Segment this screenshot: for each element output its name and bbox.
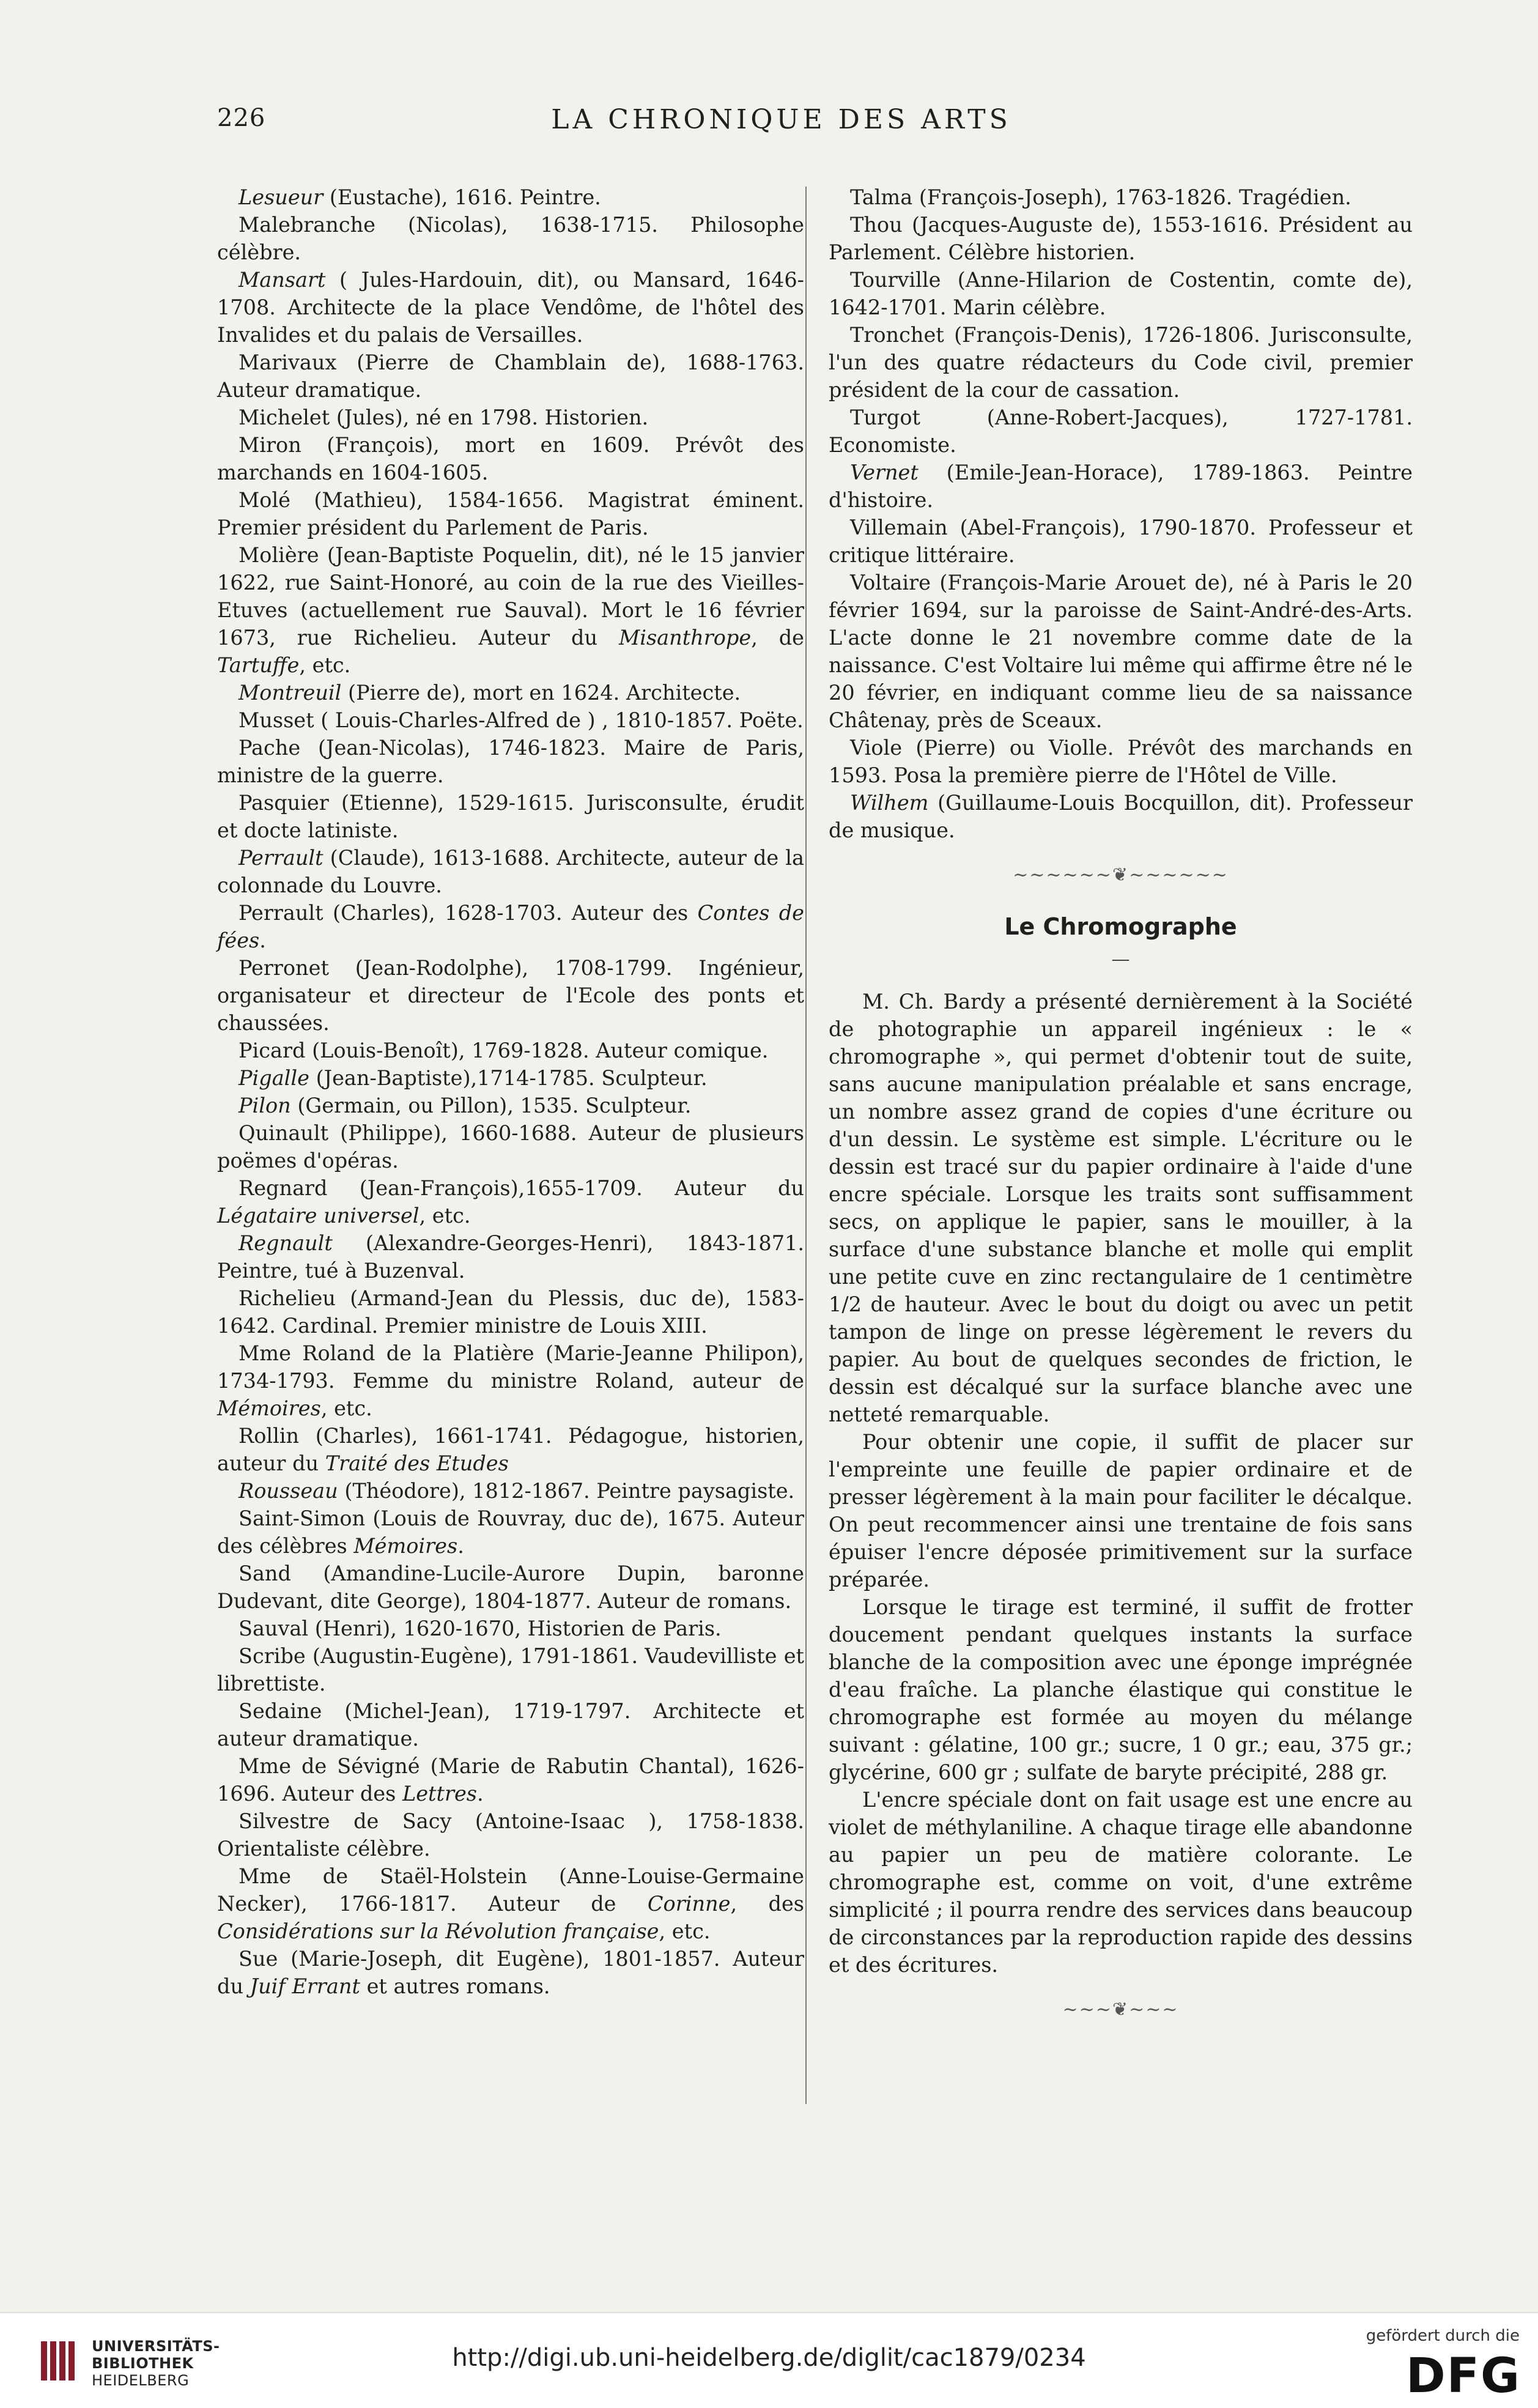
- biography-entry: [217, 1119, 804, 1174]
- entry-text: (Jules), né en 1798. Historien.: [330, 406, 649, 429]
- entry-text: , etc.: [659, 1919, 711, 1943]
- entry-name: Pigalle: [238, 1066, 309, 1090]
- work-title: Légataire universel: [217, 1204, 420, 1228]
- biography-entry: [829, 514, 1413, 569]
- right-column-entries: [829, 183, 1413, 844]
- entry-name: Richelieu: [238, 1286, 336, 1310]
- biography-entry: [217, 679, 804, 706]
- biography-entry: [217, 1642, 804, 1697]
- entry-name: Talma: [850, 185, 913, 209]
- entry-text: (Nicolas), 1638-1715. Philosophe célèbre.: [217, 213, 804, 264]
- biography-entry: [829, 321, 1413, 404]
- entry-name: Scribe: [238, 1644, 306, 1668]
- entry-text: et autres romans.: [360, 1974, 550, 1998]
- entry-text: (Jean-François),1655-1709. Auteur du: [327, 1176, 804, 1200]
- article-paragraph: Pour obtenir une copie, il suffit de placer sur l'empreinte une feuille de papier ordinaire et de presser légèrement à la main pour faciliter le décalque. On peut recommencer ainsi une trentaine de fois sans épuiser l'encre déposée primitivement sur la surface préparée.: [829, 1430, 1413, 1591]
- biography-entry: [829, 266, 1413, 321]
- entry-name: Mme Roland: [238, 1341, 375, 1365]
- biography-entry: [217, 183, 804, 211]
- entry-name: Musset: [238, 708, 314, 732]
- entry-text: (Louis de Rouvray, duc de), 1675. Auteur des célèbres: [217, 1506, 804, 1558]
- biography-entry: [829, 211, 1413, 266]
- biography-entry: [217, 954, 804, 1037]
- entry-text: (Germain, ou Pillon), 1535. Sculpteur.: [290, 1094, 692, 1117]
- entry-name: Mme de Staël-Holstein: [238, 1864, 528, 1888]
- biography-entry: [217, 486, 804, 541]
- entry-text: (Michel-Jean), 1719-1797. Architecte et auteur dramatique.: [217, 1699, 804, 1750]
- entry-name: Rousseau: [238, 1479, 338, 1503]
- entry-name: Turgot: [850, 406, 921, 429]
- work-title: Lettres: [402, 1782, 477, 1806]
- biography-entry: [217, 1505, 804, 1560]
- article-body: [829, 988, 1413, 1979]
- entry-text: , de: [751, 626, 804, 650]
- permalink-url[interactable]: http://digi.ub.uni-heidelberg.de/diglit/cac1879/0234: [452, 2344, 1086, 2372]
- biography-entry: [217, 541, 804, 679]
- biography-entry: [217, 1615, 804, 1642]
- biography-entry: [217, 431, 804, 486]
- entry-name: Wilhem: [850, 791, 929, 815]
- biography-entry: [217, 1560, 804, 1615]
- entry-name: Rollin: [238, 1424, 300, 1448]
- entry-text: (Pierre de Chamblain de), 1688-1763. Auteur dramatique.: [217, 350, 804, 402]
- biography-entry: [217, 1422, 804, 1477]
- biography-entry: [829, 183, 1413, 211]
- work-title: Tartuffe: [217, 653, 300, 677]
- entry-text: (Jean-Rodolphe), 1708-1799. Ingénieur, organisateur et directeur de l'Ecole des ponts et chaussées.: [217, 956, 804, 1035]
- entry-text: (Pierre de), mort en 1624. Architecte.: [341, 681, 741, 705]
- biography-entry: [217, 734, 804, 789]
- entry-name: Pilon: [238, 1094, 291, 1117]
- entry-text: (Jean-Baptiste),1714-1785. Sculpteur.: [309, 1066, 708, 1090]
- running-title: LA CHRONIQUE DES ARTS: [551, 104, 1011, 135]
- library-line-1: UNIVERSITÄTS-: [92, 2338, 220, 2355]
- entry-text: (Pierre) ou Violle. Prévôt des marchands en 1593. Posa la première pierre de l'Hôtel de Ville.: [829, 736, 1413, 787]
- section-title: Le Chromographe: [1004, 913, 1237, 940]
- entry-text: .: [477, 1782, 484, 1806]
- entry-name: Sedaine: [238, 1699, 322, 1723]
- entry-name: Michelet: [238, 406, 330, 429]
- work-title: Corinne: [647, 1892, 731, 1916]
- biography-entry: [829, 789, 1413, 844]
- biography-entry: [217, 706, 804, 734]
- entry-text: , etc.: [419, 1204, 471, 1228]
- biography-entry: [217, 1339, 804, 1422]
- entry-name: Molé: [238, 488, 291, 512]
- work-title: Misanthrope: [618, 626, 752, 650]
- entry-name: Perrault: [238, 846, 323, 870]
- entry-text: (Anne-Hilarion de Costentin, comte de), 1642-1701. Marin célèbre.: [829, 268, 1413, 319]
- entry-text: (Anne-Robert-Jacques), 1727-1781. Economiste.: [829, 406, 1413, 457]
- entry-text: (François-Denis), 1726-1806. Jurisconsulte, l'un des quatre rédacteurs du Code civil, premier président de la cour de cassation.: [829, 323, 1413, 402]
- biography-entry: [217, 1174, 804, 1229]
- entry-name: Miron: [238, 433, 301, 457]
- article-paragraph: M. Ch. Bardy a présenté dernièrement à la Société de photographie un appareil ingénieux : le « chromographe », qui permet d'obtenir tout de suite, sans aucune manipulation préalable et sans encrage, un nombre assez grand de copies d'une écriture ou d'un dessin. Le système est simple. L'écriture ou le dessin est tracé sur du papier ordinaire à l'aide d'une encre spéciale. Lorsque les traits sont suffisamment secs, on applique le papier, sans le mouiller, à la surface d'une substance blanche et molle qui emplit une petite cuve en zinc rectangulaire de 1 centimètre 1/2 de hauteur. Avec le bout du doigt ou avec un petit tampon de linge on presse légèrement le revers du papier. Au bout de quelques secondes de friction, le dessin est décalqué sur la surface blanche avec une netteté remarquable.: [829, 990, 1413, 1426]
- entry-name: Villemain: [850, 516, 948, 539]
- biography-entry: [217, 1697, 804, 1752]
- biography-entry: [829, 459, 1413, 514]
- left-column: [217, 183, 804, 2000]
- entry-text: (François-Joseph), 1763-1826. Tragédien.: [912, 185, 1351, 209]
- biography-entry: [217, 1752, 804, 1807]
- right-column: [829, 183, 1413, 2048]
- library-line-2: BIBLIOTHEK: [92, 2355, 194, 2372]
- biography-entry: [217, 1807, 804, 1862]
- entry-text: (Anne-Louise-Germaine Necker), 1766-1817. Auteur de: [217, 1864, 805, 1916]
- entry-name: Lesueur: [238, 185, 323, 209]
- entry-name: Mme de Sévigné: [238, 1754, 420, 1778]
- biography-entry: [217, 789, 804, 844]
- article-paragraph: Lorsque le tirage est terminé, il suffit de frotter doucement pendant quelques instants la surface blanche de la composition avec une éponge imprégnée d'eau fraîche. La planche élastique qui constitue le chromographe est formée au moyen du mélange suivant : gélatine, 100 gr.; sucre, 1 0 gr.; eau, 375 gr.; glycérine, 600 gr ; sulfate de baryte précipité, 288 gr.: [829, 1595, 1413, 1784]
- biography-entry: [217, 1092, 804, 1119]
- entry-text: (Alexandre-Georges-Henri), 1843-1871. Peintre, tué à Buzenval.: [217, 1231, 804, 1283]
- entry-text: (Charles), 1628-1703. Auteur des: [323, 901, 698, 925]
- entry-text: (Marie-Joseph, dit Eugène), 1801-1857. Auteur du: [217, 1947, 804, 1998]
- entry-text: (Henri), 1620-1670, Historien de Paris.: [308, 1617, 722, 1640]
- funded-by-label: gefördert durch die: [1366, 2327, 1520, 2345]
- biography-entry: [217, 266, 804, 349]
- entry-text: (Charles), 1661-1741. Pédagogue, historien, auteur du: [217, 1424, 804, 1475]
- entry-text: (Antoine-Isaac ), 1758-1838. Orientaliste célèbre.: [217, 1809, 804, 1861]
- biography-entry: [217, 349, 804, 404]
- work-title: Considérations sur la Révolution française: [217, 1919, 659, 1943]
- entry-text: (Armand-Jean du Plessis, duc de), 1583-1642. Cardinal. Premier ministre de Louis XIII.: [217, 1286, 804, 1338]
- biography-entry: [217, 404, 804, 431]
- dfg-logo: DFG: [1405, 2349, 1521, 2404]
- entry-name: Mansart: [238, 268, 326, 292]
- section-dash: —: [1111, 949, 1130, 970]
- page-header: [217, 98, 1345, 141]
- entry-text: ( Jules-Hardouin, dit), ou Mansard, 1646-1708. Architecte de la place Vendôme, de l'hôtel des Invalides et du palais de Versailles.: [217, 268, 804, 347]
- entry-text: (Jacques-Auguste de), 1553-1616. Président au Parlement. Célèbre historien.: [829, 213, 1413, 264]
- work-title: Mémoires: [353, 1534, 458, 1558]
- entry-text: (Jean-Baptiste Poquelin, dit), né le 15 janvier 1622, rue Saint-Honoré, au coin de la rue des Vieilles-Etuves (actuellement rue Sauval). Mort le 16 février 1673, rue Richelieu. Auteur du: [217, 543, 804, 650]
- entry-text: (Théodore), 1812-1867. Peintre paysagiste.: [338, 1479, 795, 1503]
- entry-name: Marivaux: [238, 350, 337, 374]
- biography-entry: [217, 1284, 804, 1339]
- biography-entry: [217, 844, 804, 899]
- entry-name: Tourville: [850, 268, 941, 292]
- biography-entry: [217, 211, 804, 266]
- biography-entry: [217, 1229, 804, 1284]
- entry-name: Thou: [850, 213, 903, 237]
- entry-name: Silvestre de Sacy: [238, 1809, 452, 1833]
- entry-name: Picard: [238, 1039, 306, 1062]
- entry-text: (Abel-François), 1790-1870. Professeur et critique littéraire.: [829, 516, 1413, 567]
- entry-name: Saint-Simon: [238, 1506, 366, 1530]
- entry-name: Perrault: [238, 901, 323, 925]
- biography-entry: [217, 899, 804, 954]
- page-number: 226: [217, 104, 266, 132]
- entry-name: Perronet: [238, 956, 329, 980]
- biography-entry: [217, 1477, 804, 1505]
- entry-name: Viole: [850, 736, 903, 760]
- biography-entry: [217, 1064, 804, 1092]
- entry-text: (Augustin-Eugène), 1791-1861. Vaudevilliste et librettiste.: [217, 1644, 804, 1695]
- entry-text: , des: [730, 1892, 804, 1916]
- article-paragraph: L'encre spéciale dont on fait usage est une encre au violet de méthylaniline. A chaque tirage elle abandonne au papier un peu de matière colorante. Le chromographe est, comme on voit, d'une extrême simplicité ; il pourra rendre des services dans beaucoup de circonstances par la reproduction rapide des dessins et des écritures.: [829, 1788, 1413, 1977]
- entry-text: (Jean-Nicolas), 1746-1823. Maire de Paris, ministre de la guerre.: [217, 736, 804, 787]
- entry-name: Tronchet: [850, 323, 944, 347]
- entry-name: Montreuil: [238, 681, 342, 705]
- entry-text: (Philippe), 1660-1688. Auteur de plusieurs poëmes d'opéras.: [217, 1121, 804, 1173]
- entry-name: Quinault: [238, 1121, 329, 1145]
- entry-text: (Claude), 1613-1688. Architecte, auteur de la colonnade du Louvre.: [217, 846, 804, 897]
- entry-name: Sauval: [238, 1617, 309, 1640]
- entry-text: (François-Marie Arouet de), né à Paris le 20 février 1694, sur la paroisse de Saint-André-des-Arts. L'acte donne le 21 novembre comme date de la naissance. C'est Voltaire lui même qui affirme être né le 20 février, en indiquant comme lieu de sa naissance Châtenay, près de Sceaux.: [829, 571, 1413, 732]
- entry-name: Sand: [238, 1561, 291, 1585]
- entry-text: (Louis-Benoît), 1769-1828. Auteur comique.: [305, 1039, 769, 1062]
- entry-text: (Eustache), 1616. Peintre.: [323, 185, 601, 209]
- entry-name: Malebranche: [238, 213, 375, 237]
- entry-text: (Emile-Jean-Horace), 1789-1863. Peintre d'histoire.: [829, 461, 1413, 512]
- entry-text: , etc.: [299, 653, 351, 677]
- entry-text: .: [259, 928, 266, 952]
- entry-name: Pache: [238, 736, 301, 760]
- work-title: Traité des Etudes: [325, 1451, 509, 1475]
- digitization-footer: [0, 2312, 1538, 2408]
- entry-text: (Etienne), 1529-1615. Jurisconsulte, érudit et docte latiniste.: [217, 791, 804, 842]
- work-title: Contes de fées: [217, 901, 804, 952]
- entry-text: de la Platière (Marie-Jeanne Philipon), 1734-1793. Femme du ministre Roland, auteur de: [217, 1341, 804, 1393]
- entry-text: (Marie de Rabutin Chantal), 1626-1696. Auteur des: [217, 1754, 804, 1806]
- biography-entry: [829, 734, 1413, 789]
- entry-text: ( Louis-Charles-Alfred de ) , 1810-1857. Poëte.: [314, 708, 804, 732]
- entry-name: Vernet: [850, 461, 919, 484]
- entry-text: , etc.: [320, 1396, 372, 1420]
- library-line-3: HEIDELBERG: [92, 2372, 190, 2389]
- fleuron-divider: ~~~~~~❦~~~~~~: [1013, 864, 1229, 886]
- biography-entry: [217, 1945, 804, 2000]
- end-fleuron: ~~~❦~~~: [1062, 1999, 1179, 2020]
- entry-text: (Guillaume-Louis Bocquillon, dit). Professeur de musique.: [829, 791, 1413, 842]
- biography-entry: [829, 404, 1413, 459]
- entry-text: .: [457, 1534, 464, 1558]
- entry-text: (Amandine-Lucile-Aurore Dupin, baronne Dudevant, dite George), 1804-1877. Auteur de romans.: [217, 1561, 804, 1613]
- biography-entry: [217, 1037, 804, 1064]
- column-divider: [805, 187, 807, 2104]
- entry-name: Voltaire: [850, 571, 931, 595]
- biography-entry: [829, 569, 1413, 734]
- entry-name: Regnault: [238, 1231, 333, 1255]
- entry-name: Molière: [238, 543, 319, 567]
- work-title: Mémoires: [217, 1396, 321, 1420]
- entry-name: Pasquier: [238, 791, 329, 815]
- entry-text: (Mathieu), 1584-1656. Magistrat éminent. Premier président du Parlement de Paris.: [217, 488, 804, 539]
- entry-name: Sue: [238, 1947, 278, 1971]
- biography-entry: [217, 1862, 804, 1945]
- work-title: Juif Errant: [250, 1974, 360, 1998]
- entry-text: (François), mort en 1609. Prévôt des marchands en 1604-1605.: [217, 433, 804, 484]
- entry-name: Regnard: [238, 1176, 328, 1200]
